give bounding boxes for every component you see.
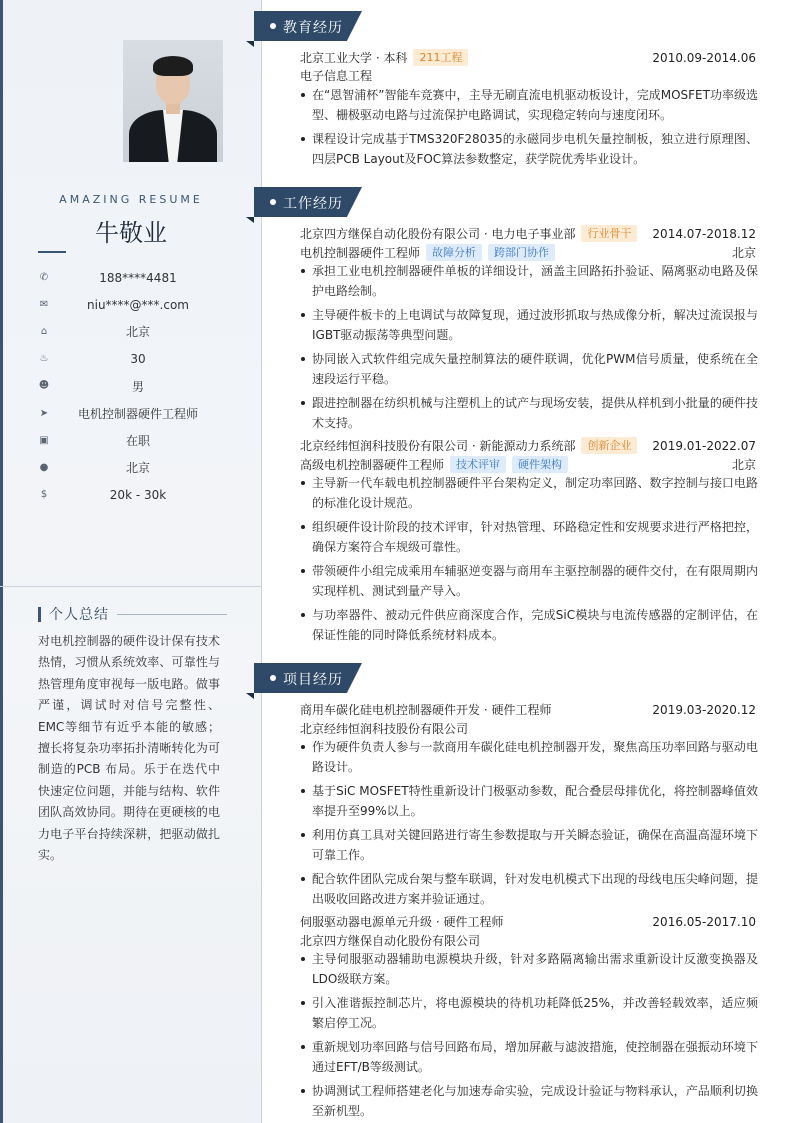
sidebar [0,0,262,1123]
cake-icon: ♨ [39,353,49,365]
contact-info-list [38,264,238,509]
education-bullets [300,85,758,173]
skill-tag: 技术评审 [450,456,506,473]
send-icon: ➤ [39,407,49,419]
list-item: 协同嵌入式软件组完成矢量控制算法的硬件联调，优化PWM信号质量，使系统在全速段运行平稳。 [300,349,758,389]
contact-info-value: niu****@***.com [87,297,189,312]
candidate-name: 牛敬业 [95,219,167,247]
education-entry [300,49,756,66]
company-tag: 行业骨干 [581,225,637,242]
project-org-row [300,719,756,737]
contact-info-row [38,400,238,427]
contact-info-row [38,346,238,373]
company-tag: 创新企业 [581,437,637,454]
location-pin-icon: ● [39,461,49,473]
list-item: 利用仿真工具对关键回路进行寄生参数提取与开关瞬态验证，确保在高温高湿环境下可靠工作。 [300,825,758,865]
list-item: 重新规划功率回路与信号回路布局，增加屏蔽与滤波措施，使控制器在强振动环境下通过EFT/B等级测试。 [300,1037,758,1077]
list-item: 协调测试工程师搭建老化与加速寿命实验，完成设计验证与物料承认，产品顺利切换至新机型。 [300,1081,758,1121]
section-title: 教育经历 [283,20,343,36]
list-item: 课程设计完成基于TMS320F28035的永磁同步电机矢量控制板，独立进行原理图、四层PCB Layout及FOC算法参数整定，获学院优秀毕业设计。 [300,129,758,169]
school-tag: 211工程 [413,49,468,66]
list-item: 配合软件团队完成台架与整车联调，针对发电机模式下出现的母线电压尖峰问题，提出吸收回路改进方案并验证通过。 [300,869,758,909]
contact-info-row [38,291,238,318]
job-date: 2019.01-2022.07 [652,438,756,453]
contact-info-row [38,454,238,481]
project-bullets [300,949,758,1123]
project-name: 商用车碳化硅电机控制器硬件开发 · 硬件工程师 [300,703,552,717]
skill-tag: 故障分析 [426,244,482,261]
job-role-row [300,243,756,261]
contact-info-value: 188****4481 [99,270,177,285]
profile-photo [123,40,223,162]
job-role: 电机控制器硬件工程师 [300,245,421,260]
resume-tagline: AMAZING RESUME [59,193,203,206]
contact-info-row [38,373,238,400]
contact-info-value: 男 [131,379,144,394]
project-bullets [300,737,758,913]
job-bullets [300,473,758,649]
list-item: 承担工业电机控制器硬件单板的详细设计，涵盖主回路拓扑验证、隔离驱动电路及保护电路绘制。 [300,261,758,301]
contact-info-row [38,264,238,291]
contact-info-value: 北京 [125,461,150,476]
project-date: 2019.03-2020.12 [652,702,756,717]
contact-info-value: 20k - 30k [109,488,167,503]
job-role-row [300,455,756,473]
job-date: 2014.07-2018.12 [652,226,756,241]
job-city: 北京 [731,245,756,260]
list-item: 带领硬件小组完成乘用车辅驱逆变器与商用车主驱控制器的硬件交付，在有限周期内实现样机、测试到量产导入。 [300,561,758,601]
section-title: 工作经历 [283,196,343,212]
major: 电子信息工程 [300,68,373,83]
job-entry [300,225,756,242]
list-item: 基于SiC MOSFET特性重新设计门极驱动参数，配合叠层母排优化，将控制器峰值效率提升至99%以上。 [300,781,758,821]
list-item: 主导伺服驱动器辅助电源模块升级，针对多路隔离输出需求重新设计反激变换器及LDO级联方案。 [300,949,758,989]
project-org: 北京四方继保自动化股份有限公司 [300,933,481,948]
education-date: 2010.09-2014.06 [652,50,756,65]
summary-heading [38,604,227,624]
project-entry [300,701,756,718]
skill-tag: 硬件架构 [512,456,568,473]
list-item: 引入准谐振控制芯片，将电源模块的待机功耗降低25%，并改善轻载效率，适应频繁启停工况。 [300,993,758,1033]
contact-info-value: 北京 [125,325,150,340]
project-org: 北京经纬恒润科技股份有限公司 [300,721,469,736]
job-role: 高级电机控制器硬件工程师 [300,457,445,472]
list-item: 组织硬件设计阶段的技术评审，针对热管理、环路稳定性和安规要求进行严格把控，确保方案符合车规级可靠性。 [300,517,758,557]
project-name: 伺服驱动器电源单元升级 · 硬件工程师 [300,915,504,929]
gender-icon: ☻ [38,380,50,392]
contact-info-value: 电机控制器硬件工程师 [77,407,198,422]
list-item: 跟进控制器在纺织机械与注塑机上的试产与现场安装，提供从样机到小批量的硬件技术支持。 [300,393,758,433]
skill-tag: 跨部门协作 [488,244,555,261]
contact-info-row [38,482,238,509]
contact-info-value: 在职 [125,434,150,449]
section-title: 项目经历 [283,672,343,688]
contact-info-value: 30 [130,352,146,367]
list-item: 主导硬件板卡的上电调试与故障复现，通过波形抓取与热成像分析，解决过流误报与IGBT驱动振荡等典型问题。 [300,305,758,345]
list-item: 与功率器件、被动元件供应商深度合作，完成SiC模块与电流传感器的定制评估，在保证性能的同时降低系统材料成本。 [300,605,758,645]
main-content [262,0,794,1123]
list-item: 主导新一代车载电机控制器硬件平台架构定义，制定功率回路、数字控制与接口电路的标准化设计规范。 [300,473,758,513]
company-name: 北京经纬恒润科技股份有限公司 · 新能源动力系统部 [300,439,576,453]
name-underline [38,251,66,253]
job-bullets [300,261,758,437]
briefcase-icon: ▣ [39,434,49,446]
project-date: 2016.05-2017.10 [652,914,756,929]
project-org-row [300,931,756,949]
phone-icon: ✆ [39,271,49,283]
company-name: 北京四方继保自动化股份有限公司 · 电力电子事业部 [300,227,576,241]
email-icon: ✉ [39,298,49,310]
education-major-row [300,66,756,84]
contact-info-row [38,318,238,345]
project-entry [300,913,756,930]
home-icon: ⌂ [40,325,48,337]
job-city: 北京 [731,457,756,472]
summary-title: 个人总结 [49,607,109,623]
sidebar-divider [0,586,262,587]
school-name: 北京工业大学 · 本科 [300,51,408,65]
summary-text: 对电机控制器的硬件设计保有技术热情，习惯从系统效率、可靠性与热管理角度审视每一版电路。做事严谨，调试时对信号完整性、EMC等细节有近乎本能的敏感；擅长将复杂功率拓扑清晰转化为可制造的PCB 布局。乐于在迭代中快速定位问题，并能与结构、软件团队高效协同。期待在更硬核的电力电子平台持续深耕，把驱动做扎实。 [38,634,220,863]
list-item: 在“恩智浦杯”智能车竞赛中，主导无刷直流电机驱动板设计，完成MOSFET功率级选型、栅极驱动电路与过流保护电路调试，实现稳定转向与速度闭环。 [300,85,758,125]
contact-info-row [38,427,238,454]
list-item: 作为硬件负责人参与一款商用车碳化硅电机控制器开发，聚焦高压功率回路与驱动电路设计。 [300,737,758,777]
money-icon: $ [40,489,48,501]
job-entry [300,437,756,454]
